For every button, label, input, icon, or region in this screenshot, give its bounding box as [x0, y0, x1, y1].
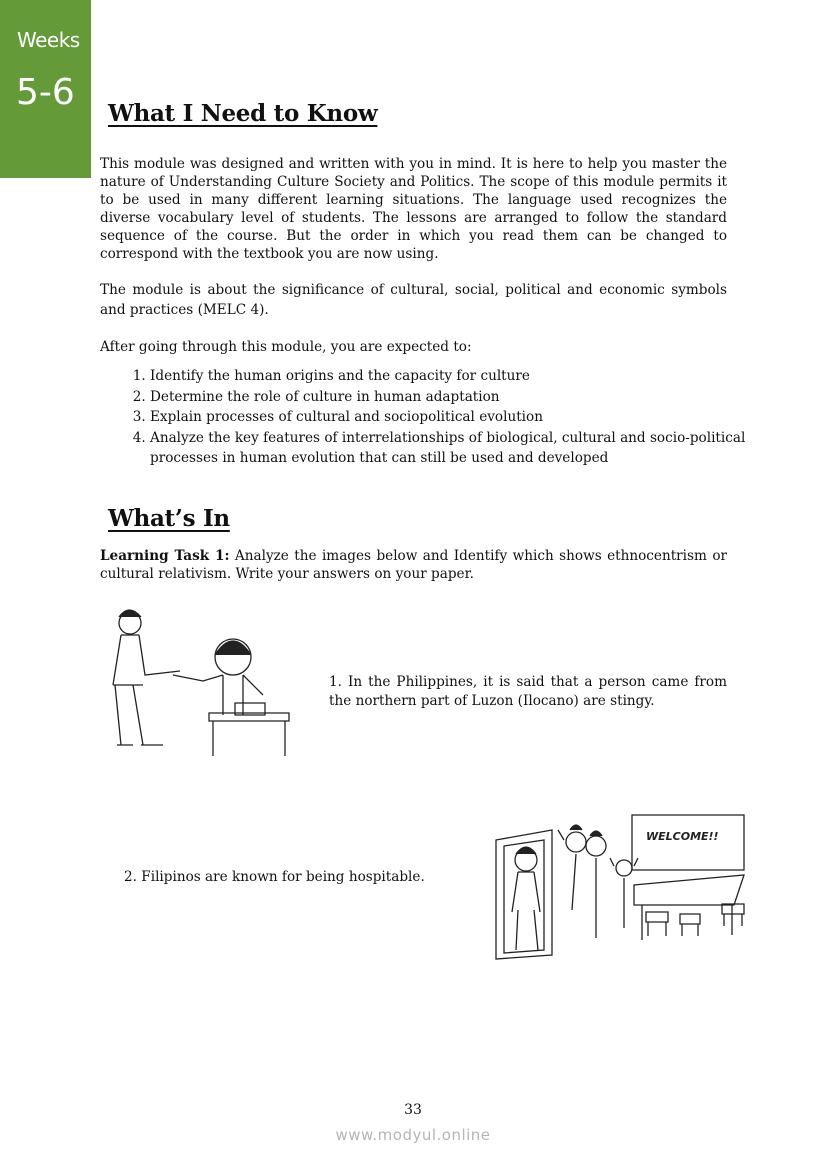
weeks-number: 5-6: [16, 72, 75, 113]
item-2-caption: 2. Filipinos are known for being hospitable.: [124, 868, 425, 885]
watermark: www.modyul.online: [335, 1126, 491, 1144]
task-label: Learning Task 1:: [100, 548, 230, 564]
illustration-hospitality: [494, 810, 754, 960]
section-title-whats-in: What’s In: [108, 505, 230, 532]
page-number: 33: [404, 1102, 422, 1118]
welcome-banner-text: WELCOME!!: [646, 830, 719, 843]
objective-item: 3. Explain processes of cultural and sociopolitical evolution: [150, 407, 760, 428]
objective-item: 2. Determine the role of culture in human adaptation: [150, 387, 760, 408]
section-title-what-i-need-to-know: What I Need to Know: [108, 100, 378, 127]
expectations-paragraph: After going through this module, you are expected to:: [100, 339, 472, 355]
module-about-paragraph: The module is about the significance of cultural, social, political and economic symbols and practices (MELC 4).: [100, 282, 727, 318]
illustration-stereotype: [105, 605, 295, 760]
learning-task-instructions: [100, 547, 727, 583]
objectives-list: [100, 366, 760, 469]
objective-item: 1. Identify the human origins and the capacity for culture: [150, 366, 760, 387]
task-text: Analyze the images below and Identify which shows ethnocentrism or cultural relativism. Write your answers on your paper.: [100, 548, 728, 582]
weeks-badge: [0, 0, 91, 178]
objective-item: 4. Analyze the key features of interrelationships of biological, cultural and socio-political processes in human evolution that can still be used and developed: [150, 428, 760, 469]
intro-paragraph: This module was designed and written with you in mind. It is here to help you master the nature of Understanding Culture Society and Politics. The scope of this module permits it to be used in many different learning situations. The language used recognizes the diverse vocabulary level of students. The lessons are arranged to follow the standard sequence of the course. But the order in which you read them can be changed to correspond with the textbook you are now using.: [100, 156, 727, 262]
weeks-label: Weeks: [17, 28, 80, 52]
item-1-caption: 1. In the Philippines, it is said that a person came from the northern part of Luzon (Ilocano) are stingy.: [329, 673, 727, 709]
